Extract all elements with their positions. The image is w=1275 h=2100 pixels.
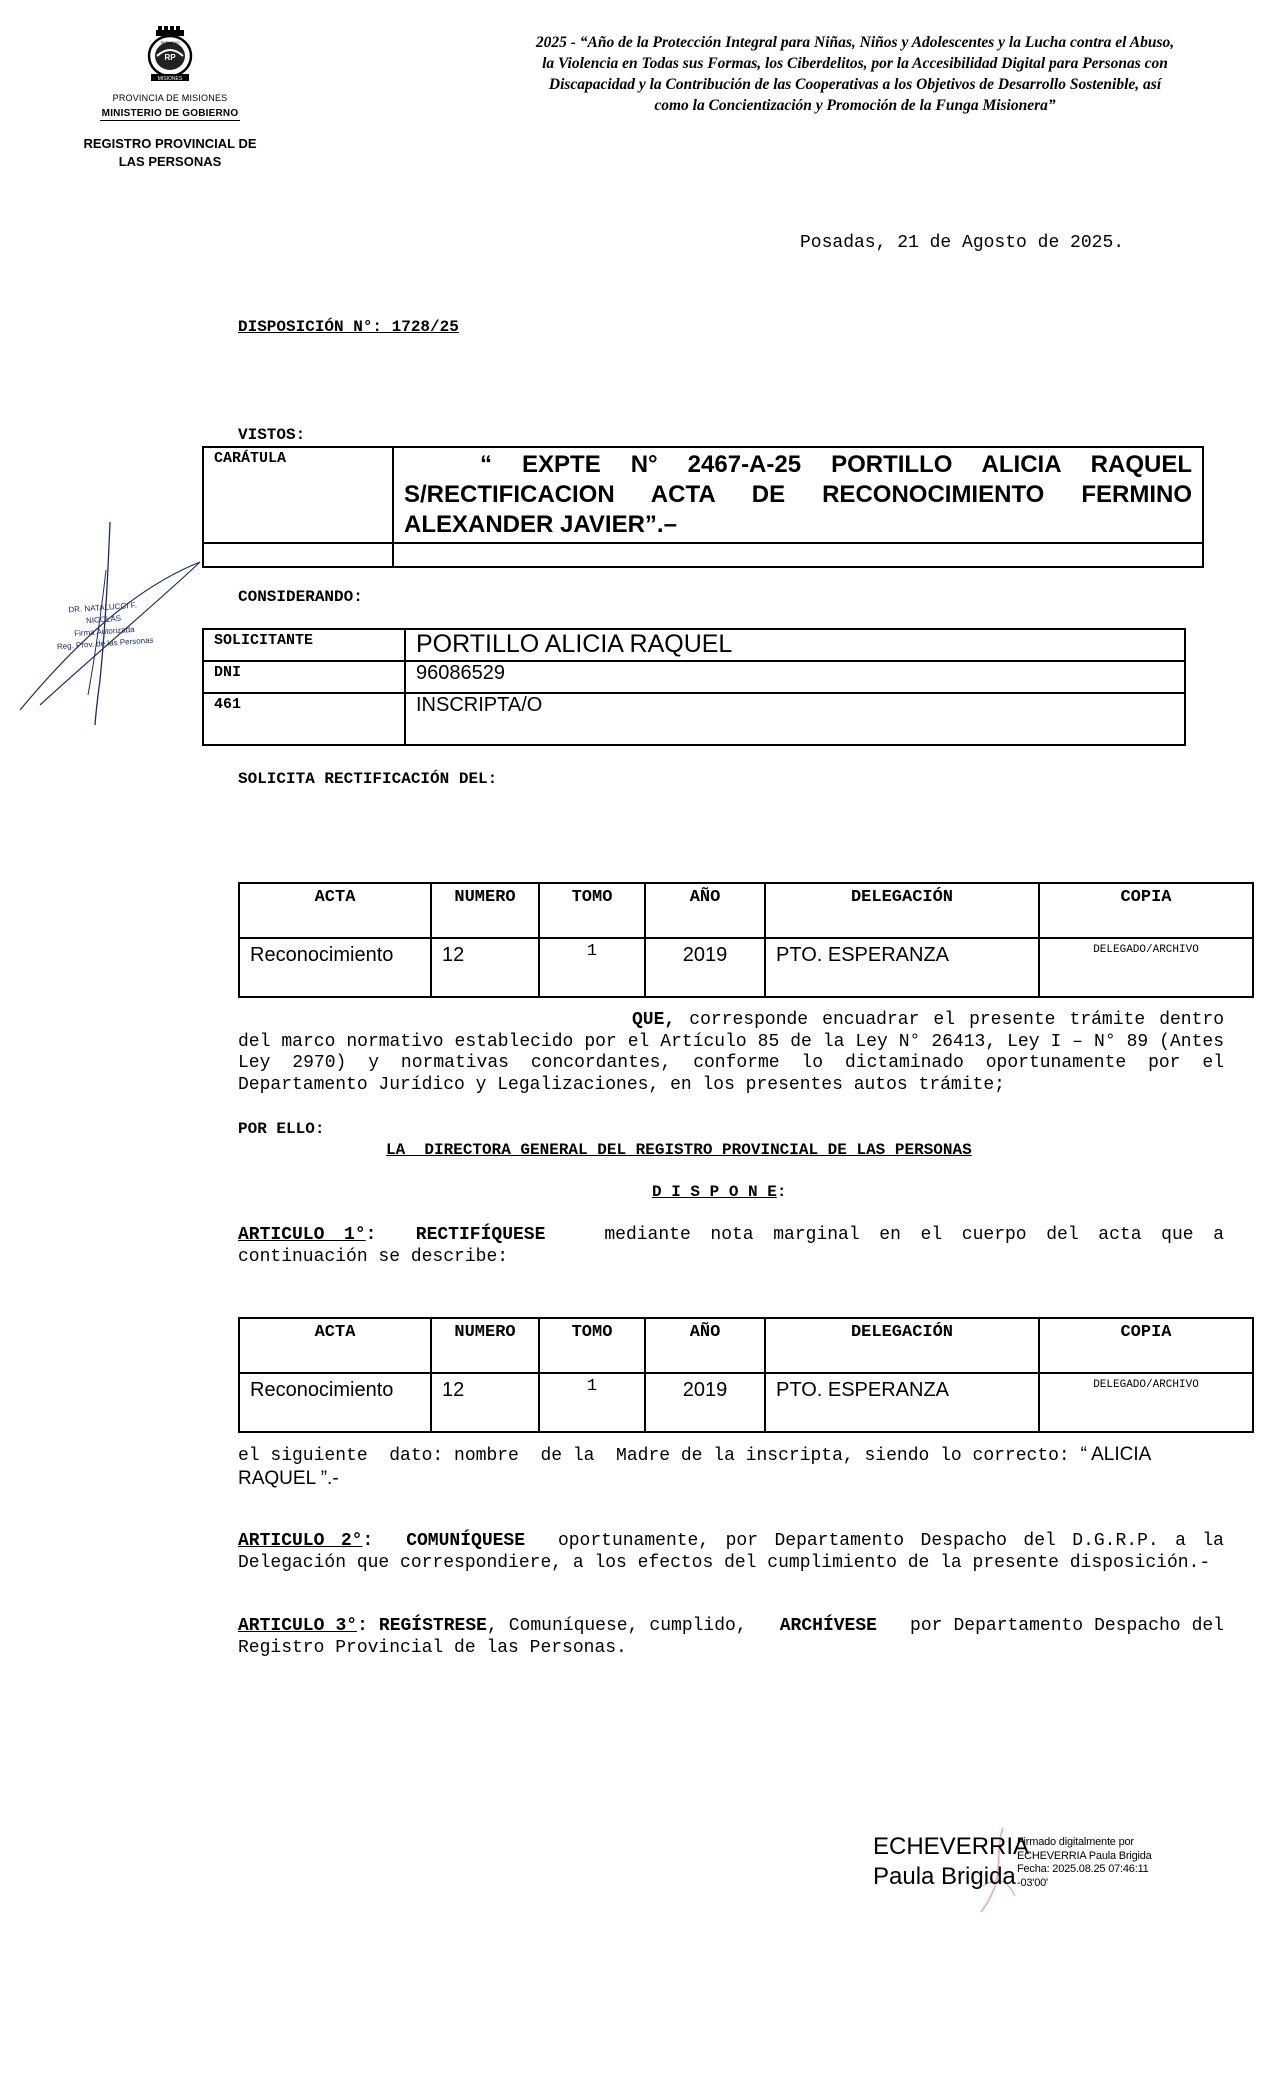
crest-top-text: SERVICIO <box>160 40 180 45</box>
provincial-crest-icon <box>139 24 201 86</box>
acta-delegacion: PTO. ESPERANZA <box>765 938 1039 997</box>
articulo-2-text: oportunamente, por Departamento Despacho del D.G.R.P. a la Delegación que correspondiere, a los efectos del cumplimiento de la presente disposición.- <box>238 1531 1224 1573</box>
acta-anio: 2019 <box>645 938 765 997</box>
sig-meta-line3: Fecha: 2025.08.25 07:46:11 <box>1017 1863 1149 1875</box>
org-registry-line1: REGISTRO PROVINCIAL DE <box>83 136 257 151</box>
col-copia: COPIA <box>1039 883 1253 938</box>
caratula-table <box>202 446 1204 568</box>
disposition-number: DISPOSICIÓN N°: 1728/25 <box>238 318 459 336</box>
col-anio: AÑO <box>645 883 765 938</box>
articulo-1-label: ARTICULO 1° <box>238 1225 366 1245</box>
org-registry-name <box>70 135 270 171</box>
acta-data-row <box>239 938 1253 997</box>
digital-signature-block <box>873 1832 1193 1902</box>
code-row <box>203 693 1185 745</box>
caratula-row <box>203 447 1203 543</box>
crest-center-text: RP <box>164 53 176 62</box>
caratula-empty-row <box>203 543 1203 567</box>
acta-tomo: 1 <box>539 938 645 997</box>
caratula-text <box>393 447 1203 543</box>
col-delegacion: DELEGACIÓN <box>765 883 1039 938</box>
acta-type: Reconocimiento <box>239 1373 431 1432</box>
articulo-2-label: ARTICULO 2° <box>238 1531 363 1551</box>
signer-given-names: Paula Brigida <box>873 1863 1016 1890</box>
acta-anio: 2019 <box>645 1373 765 1432</box>
articulo-3-text: por Departamento Despacho del Registro Provincial de las Personas. <box>238 1616 1224 1658</box>
col-copia: COPIA <box>1039 1318 1253 1373</box>
caratula-label: CARÁTULA <box>203 447 393 543</box>
acta-tomo: 1 <box>539 1373 645 1432</box>
sig-meta-line1: Firmado digitalmente por <box>1017 1836 1134 1848</box>
org-province-label: PROVINCIA DE MISIONES <box>112 93 228 103</box>
empty-cell <box>393 543 1203 567</box>
col-acta: ACTA <box>239 883 431 938</box>
acta-data-row <box>239 1373 1253 1432</box>
dni-row <box>203 661 1185 693</box>
acta-copia: DELEGADO/ARCHIVO <box>1039 938 1253 997</box>
code-key: 461 <box>203 693 405 745</box>
acta-header-row <box>239 1318 1253 1373</box>
articulo-3-verb2: ARCHÍVESE <box>779 1616 877 1636</box>
dispone-heading: D I S P O N E: <box>652 1183 787 1201</box>
col-anio: AÑO <box>645 1318 765 1373</box>
que-text: corresponde encuadrar el presente trámite dentro del marco normativo establecido por el Artículo 85 de la Ley N° 26413, Ley I – N° 89 (Antes Ley 2970) y normativas concordantes, conforme lo dictaminado oportunamente por el Departamento Jurídico y Legalizaciones, en los presentes autos trámite; <box>238 1010 1225 1095</box>
dispone-text: D I S P O N E <box>652 1183 777 1201</box>
articulo-3-mid: , Comuníquese, cumplido, <box>486 1616 747 1636</box>
acta-copia: DELEGADO/ARCHIVO <box>1039 1373 1253 1432</box>
vistos-heading: VISTOS: <box>238 426 306 444</box>
sig-meta-line2: ECHEVERRIA Paula Brigida <box>1017 1849 1152 1862</box>
dni-key: DNI <box>203 661 405 693</box>
que-paragraph <box>238 1010 1224 1096</box>
applicant-value: PORTILLO ALICIA RAQUEL <box>405 629 1185 661</box>
directora-heading: LA DIRECTORA GENERAL DEL REGISTRO PROVINCIAL DE LAS PERSONAS <box>386 1141 972 1159</box>
articulo-2-verb: COMUNÍQUESE <box>406 1531 526 1551</box>
col-tomo: TOMO <box>539 1318 645 1373</box>
correction-paragraph <box>238 1444 1224 1491</box>
dni-value: 96086529 <box>405 661 1185 693</box>
year-motto: 2025 - “Año de la Protección Integral para Niñas, Niños y Adolescentes y la Lucha contra el Abuso, la Violencia en Todas sus Formas, los Ciberdelitos, por la Accesibilidad Digital para Personas con Discapacidad y la Contribución de las Cooperativas a los Objetivos de Desarrollo Sostenible, así como la Concientización y Promoción de la Funga Misionera” <box>535 34 1175 114</box>
articulo-1: ARTICULO 1°: RECTIFÍQUESE mediante nota marginal en el cuerpo del acta que a continuación se describe: <box>238 1225 1225 1267</box>
acta-table-rectify <box>238 1317 1254 1433</box>
articulo-1-verb: RECTIFÍQUESE <box>415 1225 546 1245</box>
articulo-2: ARTICULO 2°: COMUNÍQUESE oportunamente, por Departamento Despacho del D.G.R.P. a la Delegación que correspondiere, a los efectos del cumplimiento de la presente disposición.- <box>238 1531 1224 1573</box>
solicita-heading: SOLICITA RECTIFICACIÓN DEL: <box>238 770 498 788</box>
considerando-heading: CONSIDERANDO: <box>238 588 363 606</box>
col-acta: ACTA <box>239 1318 431 1373</box>
stamp-line1: DR. NATALUCCI F. NICOLAS <box>68 600 138 626</box>
acta-type: Reconocimiento <box>239 938 431 997</box>
applicant-row <box>203 629 1185 661</box>
que-lead: QUE, <box>632 1010 676 1030</box>
acta-delegacion: PTO. ESPERANZA <box>765 1373 1039 1432</box>
signer-name <box>873 1832 1029 1892</box>
authorization-stamp <box>52 599 155 654</box>
institution-logo-block <box>70 24 270 171</box>
applicant-key: SOLICITANTE <box>203 629 405 661</box>
acta-numero: 12 <box>431 1373 539 1432</box>
por-ello-heading: POR ELLO: <box>238 1120 325 1138</box>
acta-numero: 12 <box>431 938 539 997</box>
col-delegacion: DELEGACIÓN <box>765 1318 1039 1373</box>
articulo-3: ARTICULO 3°: REGÍSTRESE, Comuníquese, cumplido, ARCHÍVESE por Departamento Despacho del Registro Provincial de las Personas. <box>238 1616 1224 1658</box>
empty-cell <box>203 543 393 567</box>
signature-metadata <box>1017 1836 1152 1890</box>
place-and-date: Posadas, 21 de Agosto de 2025. <box>800 233 1125 253</box>
col-tomo: TOMO <box>539 883 645 938</box>
sig-meta-line4: -03'00' <box>1017 1876 1048 1889</box>
stamp-line2: Firma Autorizada <box>73 624 135 639</box>
org-registry-line2: LAS PERSONAS <box>118 154 222 169</box>
stamp-line3: Reg. Prov. de las Personas <box>56 635 154 652</box>
articulo-3-verb1: REGÍSTRESE <box>378 1616 487 1636</box>
articulo-3-label: ARTICULO 3° <box>238 1616 358 1636</box>
acta-table-request <box>238 882 1254 998</box>
org-ministry-label: MINISTERIO DE GOBIERNO <box>101 108 239 119</box>
correction-text: el siguiente dato: nombre de la Madre de la inscripta, siendo lo correcto: <box>238 1446 1070 1466</box>
signer-surname: ECHEVERRIA <box>873 1833 1030 1860</box>
caratula-value: “ EXPTE N° 2467-A-25 PORTILLO ALICIA RAQUEL S/RECTIFICACION ACTA DE RECONOCIMIENTO FERMINO ALEXANDER JAVIER”.– <box>404 451 1192 538</box>
code-value: INSCRIPTA/O <box>405 693 1185 745</box>
col-numero: NUMERO <box>431 883 539 938</box>
correction-value: “ ALICIA RAQUEL ”.- <box>238 1444 1151 1489</box>
articulo-1-text: mediante nota marginal en el cuerpo del acta que a continuación se describe: <box>238 1225 1225 1267</box>
applicant-table <box>202 628 1186 746</box>
acta-header-row <box>239 883 1253 938</box>
crest-ribbon-text: MISIONES <box>157 76 183 82</box>
col-numero: NUMERO <box>431 1318 539 1373</box>
